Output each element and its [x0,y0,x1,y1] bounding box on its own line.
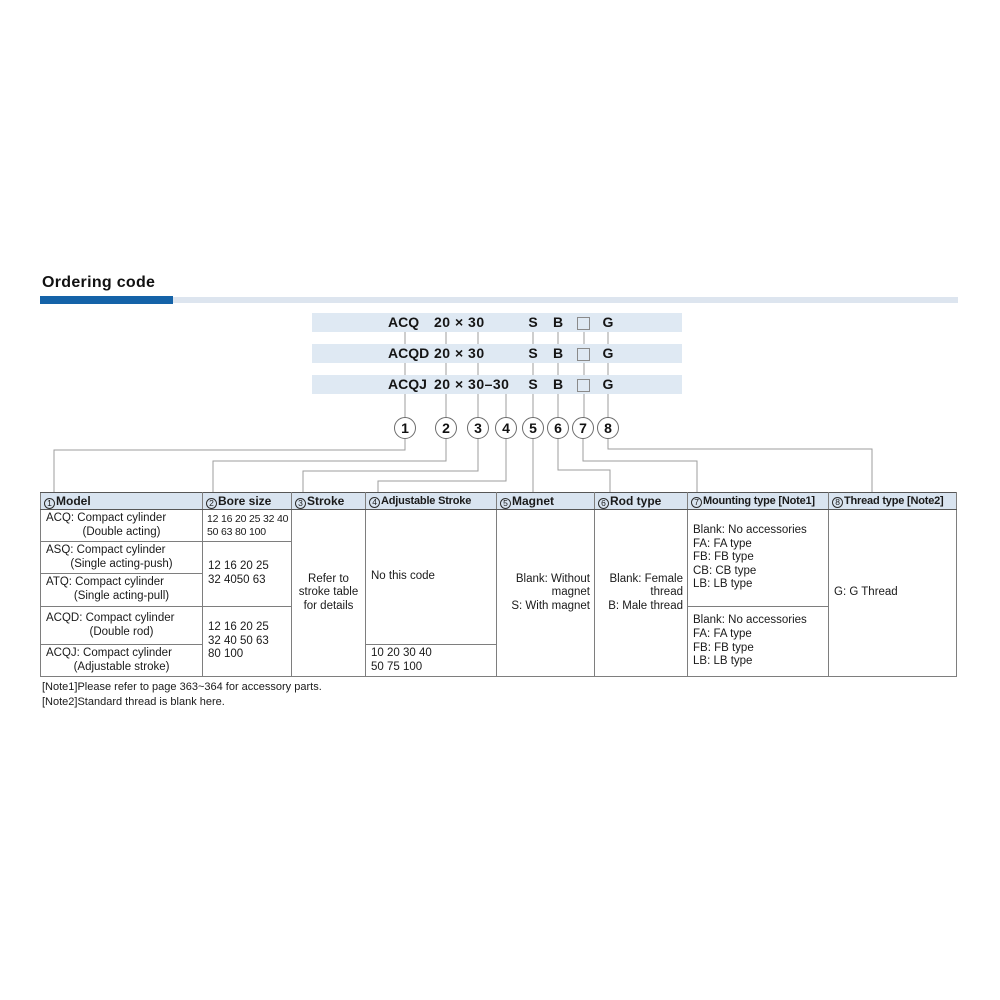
note-2: [Note2]Standard thread is blank here. [42,696,225,708]
adjustable-stroke-cell-1: No this code [366,510,497,645]
model-desc: (Double rod) [89,625,154,638]
header-magnet [497,493,595,510]
header-stroke [292,493,366,510]
header-num-6: 6 [598,498,609,509]
code-model: ACQ [388,314,420,330]
model-desc: (Adjustable stroke) [73,660,170,673]
code-rod: B [552,314,564,330]
bore-line: 32 4050 63 [208,574,266,586]
blank-box-icon [577,379,590,392]
header-bore-size [203,493,292,510]
mounting-line: FA: FA type [693,537,752,550]
header-adjustable-stroke [366,493,497,510]
header-num-7: 7 [691,497,702,508]
header-rod-type [595,493,688,510]
model-name: ACQJ: Compact cylinder [46,646,172,659]
bore-line: 12 16 20 25 32 40 [207,513,289,526]
mounting-cell-2 [688,607,829,677]
header-label: Mounting type [Note1] [703,494,815,507]
bore-cell-1 [203,510,292,542]
code-rod: B [552,345,564,361]
model-cell-acqd [41,607,203,645]
magnet-line: S: With magnet [511,599,590,612]
code-magnet: S [528,345,538,361]
position-circle-8: 8 [597,417,619,439]
position-circle-3: 3 [467,417,489,439]
magnet-line: Blank: Without [515,572,590,585]
mounting-line: FB: FB type [693,641,754,654]
adjustable-stroke-cell-2 [366,645,497,677]
blank-box-icon [577,317,590,330]
bore-line: 12 16 20 25 [208,621,269,634]
code-thread: G [602,314,614,330]
position-circle-5: 5 [522,417,544,439]
adjustable-line: 50 75 100 [371,660,423,673]
header-label: Bore size [218,493,272,508]
adjustable-line: 10 20 30 40 [371,646,432,659]
bore-cell-2 [203,542,292,607]
mounting-line: LB: LB type [693,655,753,668]
model-desc: (Single acting-push) [70,557,173,570]
thread-type-cell: G: G Thread [829,510,957,677]
table-row [41,510,957,542]
code-rod: B [552,376,564,392]
stroke-cell [292,510,366,677]
mounting-line: Blank: No accessories [693,614,807,627]
model-desc: (Single acting-pull) [73,590,170,602]
table-header-row [41,493,957,510]
section-title: Ordering code [42,274,156,291]
mounting-line: FA: FA type [693,627,752,640]
header-model [41,493,203,510]
ordering-code-table [40,492,957,677]
mounting-line: LB: LB type [693,578,753,591]
code-magnet: S [528,314,538,330]
header-label: Stroke [307,493,345,508]
header-mounting-type [688,493,829,510]
bore-cell-3 [203,607,292,677]
model-name: ATQ: Compact cylinder [46,576,165,589]
code-model: ACQD [388,345,430,361]
position-circle-2: 2 [435,417,457,439]
stroke-line: stroke table [298,586,359,599]
model-name: ASQ: Compact cylinder [46,543,166,556]
bore-line: 32 40 50 63 [208,634,269,647]
code-thread: G [602,376,614,392]
blank-box-icon [577,348,590,361]
code-bar-acqj [312,375,682,394]
position-circle-7: 7 [572,417,594,439]
code-thread: G [602,345,614,361]
code-model: ACQJ [388,376,427,392]
code-size: 20 × 30 [434,314,485,330]
model-desc: (Double acting) [82,525,161,538]
code-size: 20 × 30–30 [434,376,510,392]
position-circle-6: 6 [547,417,569,439]
model-name: ACQ: Compact cylinder [46,511,167,524]
header-label: Model [56,493,91,508]
bore-line: 80 100 [208,648,244,661]
header-label: Rod type [610,493,662,508]
code-bar-acqd [312,344,682,363]
model-cell-acqj [41,645,203,677]
header-num-5: 5 [500,498,511,509]
header-num-1: 1 [44,498,55,509]
header-label: Thread type [Note2] [844,494,944,507]
stroke-line: Refer to [308,572,349,585]
code-bar-acq [312,313,682,332]
header-num-8: 8 [832,497,843,508]
model-cell-asq [41,542,203,574]
magnet-line: magnet [551,586,590,599]
note-1: [Note1]Please refer to page 363~364 for accessory parts. [42,681,322,693]
header-label: Magnet [512,493,554,508]
magnet-cell [497,510,595,677]
bore-line: 50 63 80 100 [207,525,266,538]
mounting-line: CB: CB type [693,564,757,577]
rod-type-cell [595,510,688,677]
header-num-4: 4 [369,497,380,508]
rod-line: B: Male thread [608,599,683,612]
rod-line: Blank: Female [609,572,683,585]
code-magnet: S [528,376,538,392]
bore-line: 12 16 20 25 [208,560,269,573]
mounting-line: Blank: No accessories [693,524,807,537]
mounting-line: FB: FB type [693,551,754,564]
stroke-line: for details [303,599,354,612]
rod-line: thread [650,586,683,599]
position-circle-4: 4 [495,417,517,439]
code-size: 20 × 30 [434,345,485,361]
mounting-cell-1 [688,510,829,607]
model-name: ACQD: Compact cylinder [46,611,175,624]
model-cell-acq [41,510,203,542]
header-label: Adjustable Stroke [381,494,472,507]
header-num-2: 2 [206,498,217,509]
header-num-3: 3 [295,498,306,509]
model-cell-atq [41,574,203,607]
position-circle-1: 1 [394,417,416,439]
header-thread-type [829,493,957,510]
